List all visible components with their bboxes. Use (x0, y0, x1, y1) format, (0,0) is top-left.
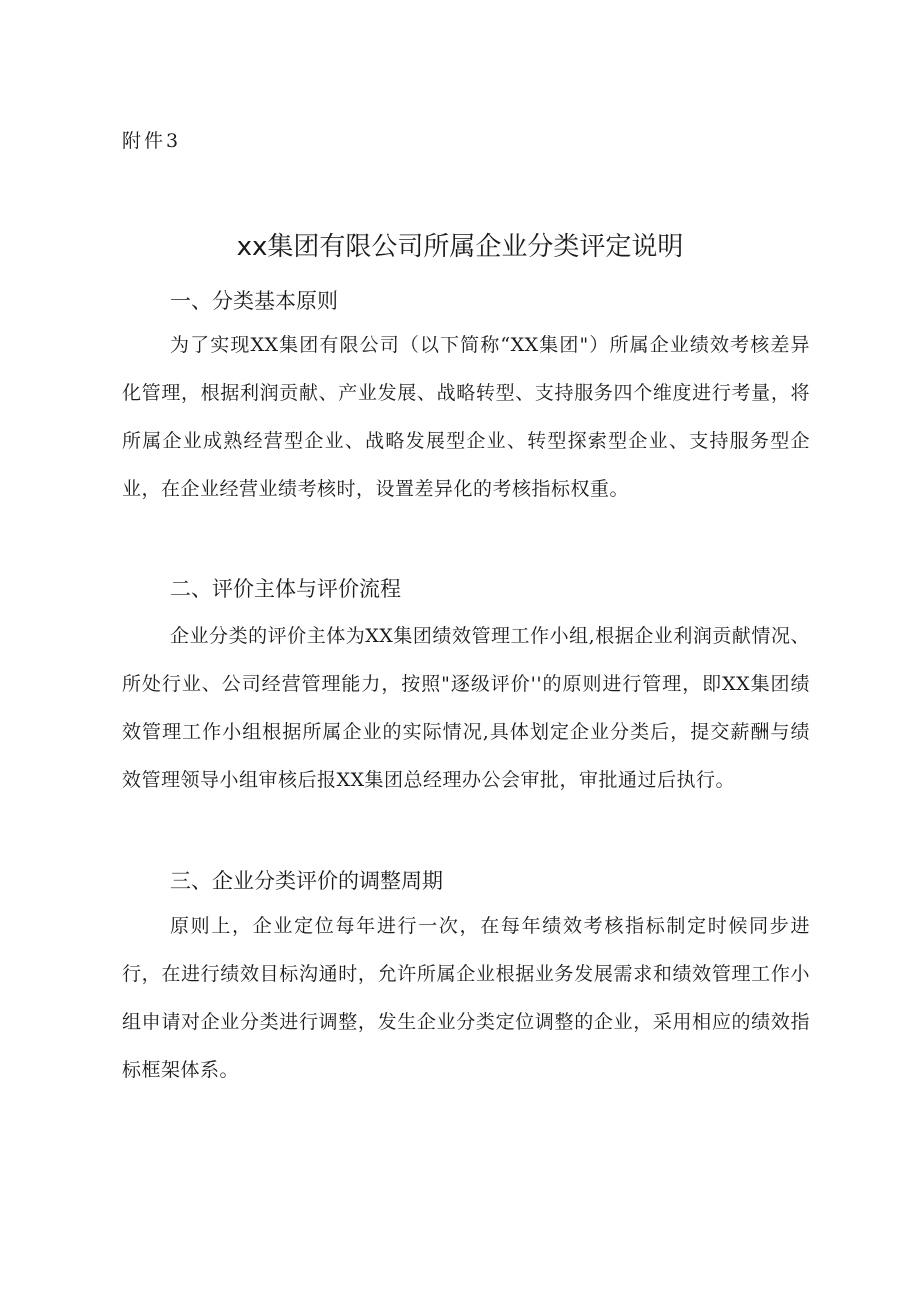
section-heading-1: 一、分类基本原则 (170, 289, 338, 313)
section-body-2: 企业分类的评价主体为XX集团绩效管理工作小组,根据企业利润贡献情况、所处行业、公司经营管理能力，按照"逐级评价''的原则进行管理，即XX集团绩效管理工作小组根据所属企业的实际情况,具体划定企业分类后，提交薪酬与绩效管理领导小组审核后报XX集团总经理办公会审批，审批通过后执行。 (122, 625, 810, 791)
section-body-1: 为了实现XX集团有限公司（以下简称“XX集团"）所属企业绩效考核差异化管理，根据利润贡献、产业发展、战略转型、支持服务四个维度进行考量，将所属企业成熟经营型企业、战略发展型企业、转型探索型企业、支持服务型企业，在企业经营业绩考核时，设置差异化的考核指标权重。 (122, 334, 810, 500)
section-body-3: 原则上，企业定位每年进行一次，在每年绩效考核指标制定时候同步进行，在进行绩效目标沟通时，允许所属企业根据业务发展需求和绩效管理工作小组申请对企业分类进行调整，发生企业分类定位调整的企业，采用相应的绩效指标框架体系。 (122, 915, 810, 1081)
section-heading-3: 三、企业分类评价的调整周期 (170, 869, 443, 893)
section-heading-2: 二、评价主体与评价流程 (170, 577, 401, 601)
document-title: xx集团有限公司所属企业分类评定说明 (236, 232, 684, 262)
attachment-label: 附件3 (122, 130, 182, 152)
